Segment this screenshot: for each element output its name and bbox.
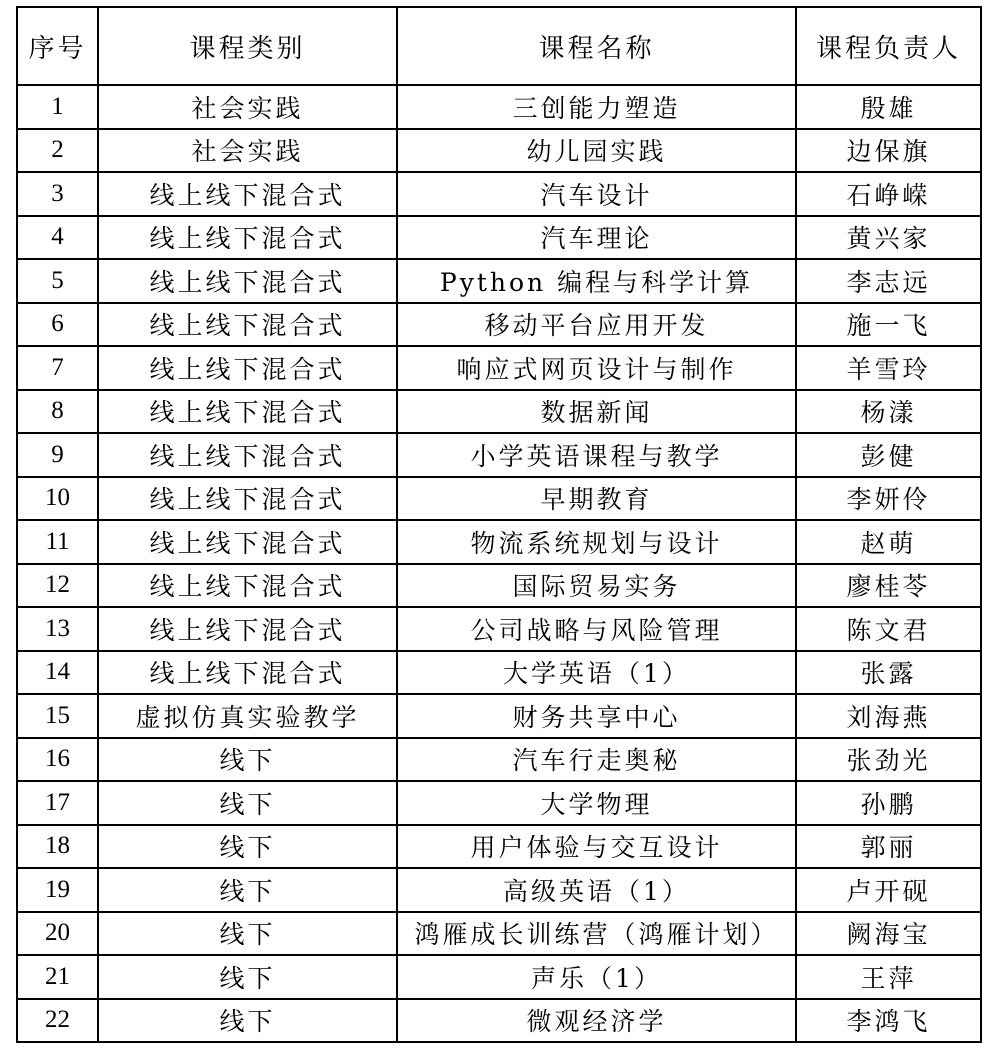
cell-category: 线上线下混合式 — [98, 477, 397, 521]
cell-instructor: 孙鹏 — [796, 781, 981, 825]
cell-instructor: 张劲光 — [796, 738, 981, 782]
table-row — [17, 477, 981, 521]
cell-course-name: 移动平台应用开发 — [397, 303, 796, 347]
header-instructor: 课程负责人 — [796, 7, 981, 85]
table-row — [17, 694, 981, 738]
cell-instructor: 郭丽 — [796, 825, 981, 869]
cell-category: 社会实践 — [98, 129, 397, 173]
cell-category: 线下 — [98, 825, 397, 869]
cell-instructor: 赵萌 — [796, 520, 981, 564]
cell-index: 6 — [17, 303, 98, 347]
cell-category: 线上线下混合式 — [98, 651, 397, 695]
cell-course-name: 三创能力塑造 — [397, 85, 796, 129]
cell-index: 2 — [17, 129, 98, 173]
table-row — [17, 955, 981, 999]
table-row — [17, 999, 981, 1043]
cell-instructor: 李妍伶 — [796, 477, 981, 521]
cell-category: 虚拟仿真实验教学 — [98, 694, 397, 738]
cell-index: 3 — [17, 172, 98, 216]
cell-category: 线下 — [98, 955, 397, 999]
cell-course-name: 公司战略与风险管理 — [397, 607, 796, 651]
cell-index: 5 — [17, 259, 98, 303]
table-row — [17, 520, 981, 564]
table-row — [17, 607, 981, 651]
cell-instructor: 李志远 — [796, 259, 981, 303]
cell-index: 18 — [17, 825, 98, 869]
cell-category: 线上线下混合式 — [98, 303, 397, 347]
cell-course-name: 国际贸易实务 — [397, 564, 796, 608]
cell-instructor: 黄兴家 — [796, 216, 981, 260]
table-row — [17, 216, 981, 260]
table-row — [17, 433, 981, 477]
table-row — [17, 738, 981, 782]
cell-category: 社会实践 — [98, 85, 397, 129]
cell-course-name: 大学英语（1） — [397, 651, 796, 695]
cell-index: 12 — [17, 564, 98, 608]
cell-index: 8 — [17, 390, 98, 434]
table-row — [17, 303, 981, 347]
cell-index: 9 — [17, 433, 98, 477]
cell-index: 1 — [17, 85, 98, 129]
cell-index: 20 — [17, 912, 98, 956]
cell-index: 19 — [17, 868, 98, 912]
cell-instructor: 陈文君 — [796, 607, 981, 651]
cell-index: 16 — [17, 738, 98, 782]
cell-course-name: 微观经济学 — [397, 999, 796, 1043]
cell-course-name: 大学物理 — [397, 781, 796, 825]
cell-instructor: 王萍 — [796, 955, 981, 999]
cell-index: 14 — [17, 651, 98, 695]
cell-instructor: 李鸿飞 — [796, 999, 981, 1043]
cell-instructor: 杨漾 — [796, 390, 981, 434]
header-category: 课程类别 — [98, 7, 397, 85]
cell-course-name: 用户体验与交互设计 — [397, 825, 796, 869]
cell-course-name: 声乐（1） — [397, 955, 796, 999]
cell-course-name: 汽车理论 — [397, 216, 796, 260]
cell-category: 线上线下混合式 — [98, 172, 397, 216]
cell-category: 线上线下混合式 — [98, 433, 397, 477]
cell-category: 线下 — [98, 781, 397, 825]
table-header — [17, 7, 981, 85]
table-row — [17, 825, 981, 869]
cell-course-name: 汽车设计 — [397, 172, 796, 216]
cell-index: 13 — [17, 607, 98, 651]
table-row — [17, 912, 981, 956]
cell-category: 线下 — [98, 868, 397, 912]
cell-category: 线上线下混合式 — [98, 390, 397, 434]
cell-instructor: 羊雪玲 — [796, 346, 981, 390]
cell-course-name: 鸿雁成长训练营（鸿雁计划） — [397, 912, 796, 956]
cell-index: 15 — [17, 694, 98, 738]
cell-category: 线下 — [98, 999, 397, 1043]
cell-instructor: 刘海燕 — [796, 694, 981, 738]
cell-course-name: 财务共享中心 — [397, 694, 796, 738]
cell-index: 7 — [17, 346, 98, 390]
header-course-name: 课程名称 — [397, 7, 796, 85]
cell-course-name: 物流系统规划与设计 — [397, 520, 796, 564]
cell-instructor: 施一飞 — [796, 303, 981, 347]
cell-instructor: 边保旗 — [796, 129, 981, 173]
cell-instructor: 卢开砚 — [796, 868, 981, 912]
cell-instructor: 石峥嵘 — [796, 172, 981, 216]
table-row — [17, 172, 981, 216]
cell-instructor: 殷雄 — [796, 85, 981, 129]
header-index: 序号 — [17, 7, 98, 85]
cell-index: 4 — [17, 216, 98, 260]
cell-category: 线上线下混合式 — [98, 216, 397, 260]
cell-course-name: 汽车行走奥秘 — [397, 738, 796, 782]
cell-category: 线上线下混合式 — [98, 607, 397, 651]
table-row — [17, 564, 981, 608]
table-row — [17, 390, 981, 434]
cell-category: 线上线下混合式 — [98, 564, 397, 608]
cell-course-name: 小学英语课程与教学 — [397, 433, 796, 477]
cell-category: 线下 — [98, 738, 397, 782]
course-table — [16, 6, 982, 1043]
cell-index: 22 — [17, 999, 98, 1043]
cell-instructor: 廖桂苓 — [796, 564, 981, 608]
cell-course-name: Python 编程与科学计算 — [397, 259, 796, 303]
table-row — [17, 129, 981, 173]
cell-category: 线上线下混合式 — [98, 520, 397, 564]
cell-index: 17 — [17, 781, 98, 825]
table-row — [17, 651, 981, 695]
cell-course-name: 幼儿园实践 — [397, 129, 796, 173]
cell-course-name: 早期教育 — [397, 477, 796, 521]
cell-instructor: 彭健 — [796, 433, 981, 477]
cell-category: 线上线下混合式 — [98, 259, 397, 303]
cell-course-name: 响应式网页设计与制作 — [397, 346, 796, 390]
cell-category: 线下 — [98, 912, 397, 956]
cell-instructor: 阙海宝 — [796, 912, 981, 956]
header-row — [17, 7, 981, 85]
cell-category: 线上线下混合式 — [98, 346, 397, 390]
cell-index: 10 — [17, 477, 98, 521]
table-row — [17, 346, 981, 390]
table-row — [17, 868, 981, 912]
cell-index: 21 — [17, 955, 98, 999]
table-row — [17, 781, 981, 825]
table-body — [17, 85, 981, 1042]
cell-course-name: 高级英语（1） — [397, 868, 796, 912]
cell-instructor: 张露 — [796, 651, 981, 695]
cell-course-name: 数据新闻 — [397, 390, 796, 434]
table-row — [17, 85, 981, 129]
table-row — [17, 259, 981, 303]
cell-index: 11 — [17, 520, 98, 564]
